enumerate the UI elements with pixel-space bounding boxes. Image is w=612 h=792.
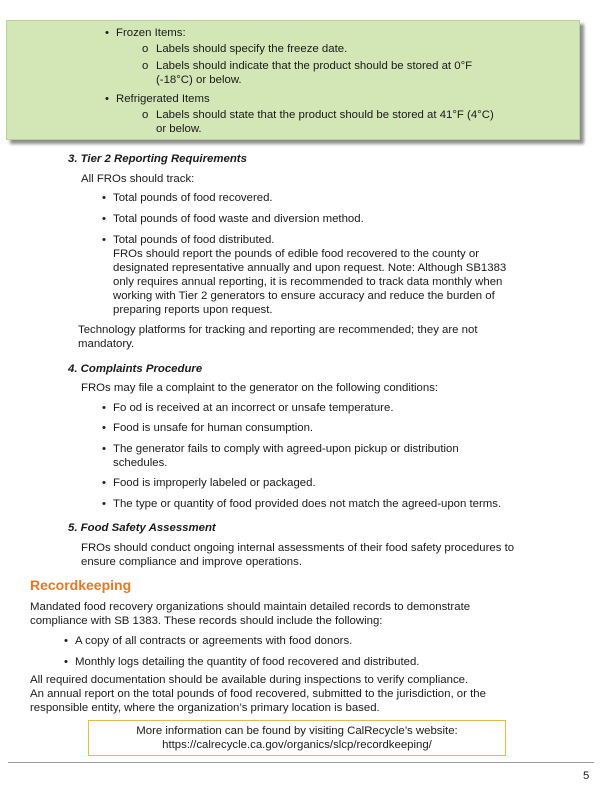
complaint-item-labeled: • Food is improperly labeled or packaged. xyxy=(113,477,316,491)
calrecycle-link[interactable]: https://calrecycle.ca.gov/organics/slcp/recordkeeping/ xyxy=(162,738,432,751)
complaints-heading: 4. Complaints Procedure xyxy=(68,363,203,375)
more-info-text: More information can be found by visiting CalRecycle’s website: xyxy=(136,725,458,737)
complaint-item-temperature: • Fo od is received at an incorrect or unsafe temperature. xyxy=(113,402,393,416)
tier2-paragraph-line: FROs should report the pounds of edible food recovered to the county or xyxy=(113,248,479,260)
refrigerated-storage-temp: o Labels should state that the product should be stored at 41°F (4°C) xyxy=(156,109,494,123)
refrigerated-storage-temp-cont: or below. xyxy=(156,123,202,135)
safety-text-cont: ensure compliance and improve operations. xyxy=(81,556,302,568)
recordkeeping-item-contracts: • A copy of all contracts or agreements with food donors. xyxy=(75,635,352,649)
tier2-item-recovered: • Total pounds of food recovered. xyxy=(113,192,273,206)
complaints-intro: FROs may file a complaint to the generator on the following conditions: xyxy=(81,382,439,394)
tier2-paragraph-line: designated representative annually and upon request. Note: Although SB1383 xyxy=(113,262,507,274)
footer-rule xyxy=(8,762,594,763)
tier2-heading: 3. Tier 2 Reporting Requirements xyxy=(68,153,247,165)
frozen-items-label: • Frozen Items: xyxy=(116,27,186,41)
complaint-item-schedule-cont: schedules. xyxy=(113,457,168,469)
complaint-item-quantity: • The type or quantity of food provided does not match the agreed-upon terms. xyxy=(113,498,501,512)
tier2-paragraph-line: working with Tier 2 generators to ensure accuracy and reduce the burden of xyxy=(113,290,495,302)
safety-text: FROs should conduct ongoing internal assessments of their food safety procedures to xyxy=(81,542,515,554)
page-number: 5 xyxy=(583,770,590,782)
frozen-freeze-date: o Labels should specify the freeze date. xyxy=(156,43,347,57)
recordkeeping-item-logs: • Monthly logs detailing the quantity of food recovered and distributed. xyxy=(75,656,419,670)
recordkeeping-documentation: All required documentation should be available during inspections to verify compliance. xyxy=(30,674,469,686)
safety-heading: 5. Food Safety Assessment xyxy=(68,522,216,534)
recordkeeping-annual-report: An annual report on the total pounds of food recovered, submitted to the jurisdiction, or the xyxy=(30,688,486,700)
tier2-item-waste: • Total pounds of food waste and diversion method. xyxy=(113,213,364,227)
recordkeeping-intro-cont: compliance with SB 1383. These records should include the following: xyxy=(30,615,383,627)
recordkeeping-intro: Mandated food recovery organizations should maintain detailed records to demonstrate xyxy=(30,601,471,613)
frozen-storage-temp-cont: (-18°C) or below. xyxy=(156,74,242,86)
complaint-item-unsafe: • Food is unsafe for human consumption. xyxy=(113,422,313,436)
tier2-paragraph-line: preparing reports upon request. xyxy=(113,304,273,316)
tier2-paragraph-line: only requires annual reporting, it is recommended to track data monthly when xyxy=(113,276,503,288)
complaint-item-schedule: • The generator fails to comply with agreed-upon pickup or distribution xyxy=(113,443,459,457)
tier2-technology-note: Technology platforms for tracking and reporting are recommended; they are not xyxy=(78,324,478,336)
recordkeeping-heading: Recordkeeping xyxy=(30,577,132,593)
tier2-technology-note-cont: mandatory. xyxy=(78,338,135,350)
more-info-box xyxy=(88,720,506,756)
frozen-storage-temp: o Labels should indicate that the product should be stored at 0°F xyxy=(156,60,472,74)
refrigerated-items-label: • Refrigerated Items xyxy=(116,93,210,107)
tier2-item-distributed: • Total pounds of food distributed. xyxy=(113,234,274,248)
recordkeeping-annual-report-cont: responsible entity, where the organization’s primary location is based. xyxy=(30,702,380,714)
tier2-intro: All FROs should track: xyxy=(81,173,195,185)
